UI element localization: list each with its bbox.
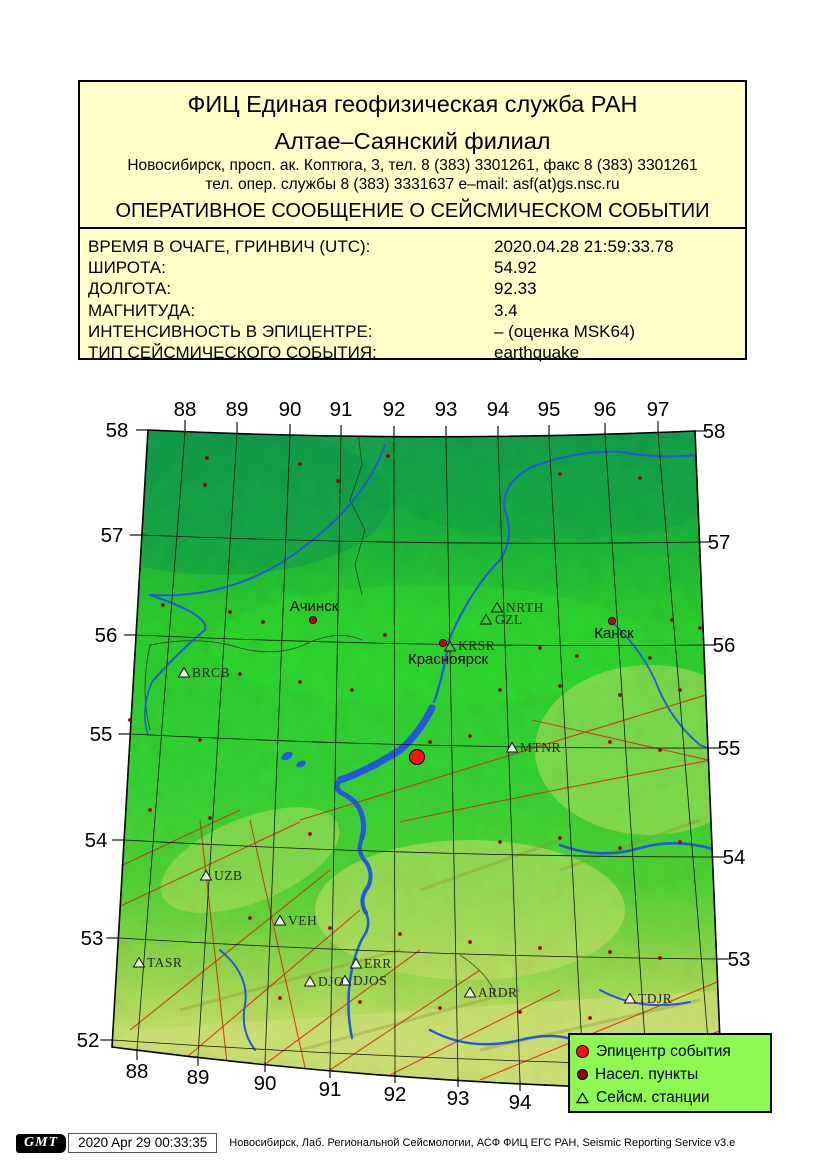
event-label: ИНТЕНСИВНОСТЬ В ЭПИЦЕНТРЕ: <box>88 321 373 341</box>
event-row-magnitude <box>88 300 745 321</box>
event-row-latitude <box>88 257 745 278</box>
svg-text:90: 90 <box>253 1072 277 1095</box>
org-address-line1: Новосибирск, просп. ак. Коптюга, 3, тел. 8 (383) 3301261, факс 8 (383) 3301261 <box>127 157 698 174</box>
svg-text:58: 58 <box>105 419 129 442</box>
event-row-type <box>88 342 745 363</box>
svg-text:55: 55 <box>717 737 741 760</box>
event-value: 3.4 <box>494 300 518 320</box>
event-value: 92.33 <box>494 279 537 299</box>
svg-text:88: 88 <box>125 1060 149 1083</box>
station-label: KRSR <box>458 638 496 653</box>
station-icon <box>576 1092 589 1104</box>
event-row-time <box>88 236 745 257</box>
legend-item-epicenter <box>576 1040 764 1063</box>
event-label: МАГНИТУДА: <box>88 300 196 320</box>
event-label: ШИРОТА: <box>88 258 166 278</box>
epicenter-icon <box>576 1045 589 1058</box>
svg-text:96: 96 <box>593 398 617 421</box>
station-label: ERR <box>364 956 392 971</box>
legend-item-settlements <box>576 1063 764 1086</box>
svg-text:94: 94 <box>486 398 510 421</box>
gmt-logo: GMT <box>16 1134 66 1153</box>
org-title-line2: Алтае–Саянский филиал <box>274 128 551 154</box>
svg-text:53: 53 <box>80 927 104 950</box>
footer <box>16 1133 735 1153</box>
svg-text:91: 91 <box>318 1078 342 1101</box>
svg-text:92: 92 <box>382 398 406 421</box>
station-label: DJO <box>318 974 345 989</box>
station-label: UZB <box>214 868 243 883</box>
svg-text:57: 57 <box>100 524 124 547</box>
event-label: ВРЕМЯ В ОЧАГЕ, ГРИНВИЧ (UTC): <box>88 237 371 256</box>
svg-text:52: 52 <box>76 1029 100 1052</box>
svg-text:97: 97 <box>646 398 670 421</box>
svg-text:94: 94 <box>508 1091 532 1114</box>
event-row-intensity <box>88 321 745 342</box>
event-label: ТИП СЕЙСМИЧЕСКОГО СОБЫТИЯ: <box>88 343 377 363</box>
station-label: DJOS <box>353 973 388 988</box>
svg-text:58: 58 <box>702 420 726 443</box>
svg-text:56: 56 <box>94 624 118 647</box>
event-value: 54.92 <box>494 258 537 278</box>
station-label: VEH <box>288 913 318 928</box>
city-dot <box>608 617 615 624</box>
svg-text:95: 95 <box>537 398 561 421</box>
legend-label: Сейсм. станции <box>596 1088 710 1106</box>
event-value: – (оценка MSK64) <box>494 321 636 341</box>
report-subject: ОПЕРАТИВНОЕ СООБЩЕНИЕ О СЕЙСМИЧЕСКОМ СОБЫТИИ <box>115 200 710 222</box>
svg-text:93: 93 <box>446 1087 470 1110</box>
map-legend <box>568 1033 772 1113</box>
svg-text:57: 57 <box>707 531 731 554</box>
svg-text:93: 93 <box>434 398 458 421</box>
event-value: earthquake <box>494 343 580 363</box>
svg-text:55: 55 <box>89 723 113 746</box>
svg-text:53: 53 <box>727 948 751 971</box>
svg-text:54: 54 <box>84 829 108 852</box>
svg-text:89: 89 <box>186 1066 210 1089</box>
legend-item-stations <box>576 1086 764 1109</box>
station-label: MTNR <box>520 740 562 755</box>
city-label: Канск <box>594 625 634 642</box>
svg-text:88: 88 <box>173 398 197 421</box>
city-dot <box>309 616 316 623</box>
station-label: TDJR <box>638 991 673 1006</box>
event-value: 2020.04.28 21:59:33.78 <box>494 237 674 256</box>
city-dot <box>439 639 446 646</box>
svg-text:92: 92 <box>383 1083 407 1106</box>
svg-text:54: 54 <box>722 846 746 869</box>
header-box <box>78 80 747 363</box>
station-label: GZL <box>495 612 523 627</box>
station-label: ARDR <box>478 985 518 1000</box>
event-details <box>80 229 745 363</box>
org-title-line1: ФИЦ Единая геофизическая служба РАН <box>187 91 638 117</box>
city-label: Красноярск <box>407 651 489 668</box>
svg-text:56: 56 <box>712 634 736 657</box>
station-label: TASR <box>147 955 183 970</box>
generation-timestamp: 2020 Apr 29 00:33:35 <box>68 1133 217 1153</box>
svg-text:90: 90 <box>278 398 302 421</box>
station-label: BRCB <box>192 665 231 680</box>
footer-note: Новосибирск, Лаб. Региональной Сейсмологии, АСФ ФИЦ ЕГС РАН, Seismic Reporting Service v3.e <box>229 1137 736 1149</box>
city-label: Ачинск <box>289 598 339 615</box>
legend-label: Насел. пункты <box>595 1065 699 1083</box>
svg-text:91: 91 <box>329 398 353 421</box>
epicenter-marker <box>410 750 425 765</box>
event-row-longitude <box>88 278 745 299</box>
seismic-map <box>0 390 827 1130</box>
settlement-icon <box>577 1069 588 1080</box>
station-label: NRTH <box>506 600 544 615</box>
svg-text:89: 89 <box>225 398 249 421</box>
legend-label: Эпицентр события <box>596 1042 731 1060</box>
event-label: ДОЛГОТА: <box>88 279 172 299</box>
org-address-line2: тел. опер. службы 8 (383) 3331637 e–mail: asf(at)gs.nsc.ru <box>205 176 620 193</box>
